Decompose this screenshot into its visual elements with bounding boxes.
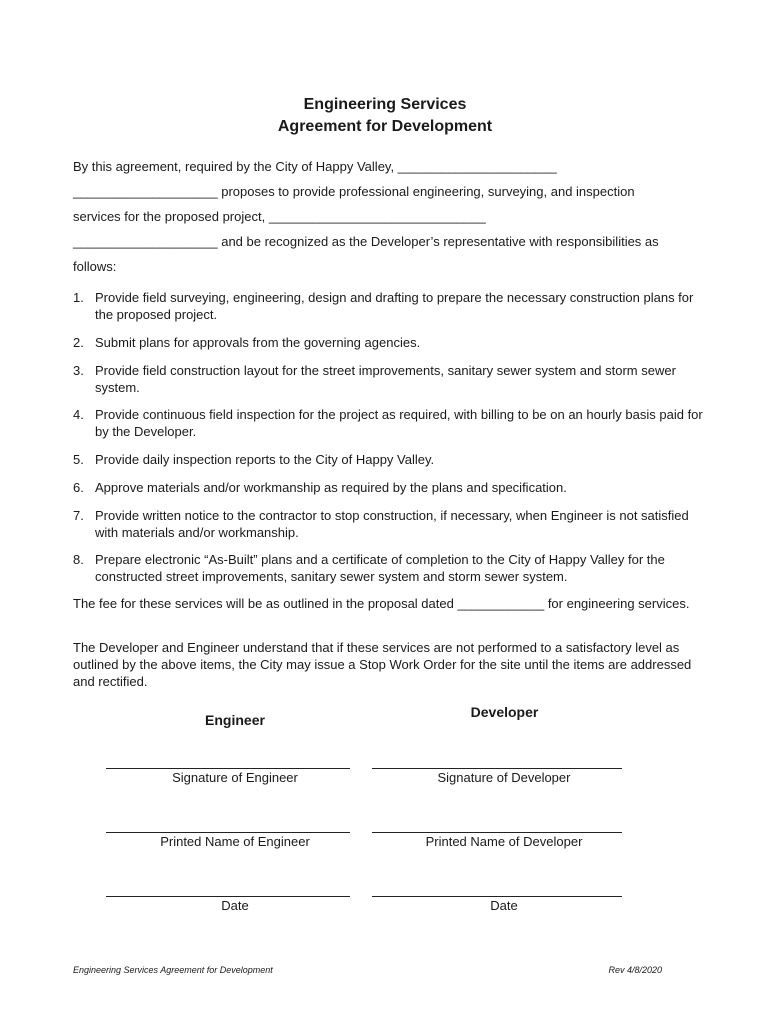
list-item-number: 2. xyxy=(73,335,84,350)
list-item-number: 8. xyxy=(73,552,84,567)
list-item-number: 5. xyxy=(73,452,84,467)
developer-printed-name-line[interactable] xyxy=(372,832,622,833)
engineer-date-caption: Date xyxy=(221,898,249,913)
list-item-text: Provide field construction layout for the street improvements, sanitary sewer system and storm sewer system. xyxy=(95,363,676,395)
engineer-heading: Engineer xyxy=(205,712,265,728)
developer-printed-name-caption: Printed Name of Developer xyxy=(425,834,583,849)
list-item-text: Provide field surveying, engineering, design and drafting to prepare the necessary construction plans for the proposed project. xyxy=(95,290,694,322)
document-title-line-2: Agreement for Development xyxy=(277,118,493,135)
list-item-text: Prepare electronic “As-Built” plans and a certificate of completion to the City of Happy Valley for the constructed street improvements, sanitary sewer system and storm sewer system. xyxy=(95,552,665,584)
developer-date-line[interactable] xyxy=(372,896,622,897)
list-item-text: Approve materials and/or workmanship as required by the plans and specification. xyxy=(95,480,567,495)
list-item-number: 7. xyxy=(73,508,84,523)
stop-work-paragraph: The Developer and Engineer understand that if these services are not performed to a satisfactory level as outlined by the above items, the City may issue a Stop Work Order for the site until the items are addressed and rectified. xyxy=(73,640,692,689)
intro-line-5: follows: xyxy=(73,259,117,274)
engineer-signature-line[interactable] xyxy=(106,768,350,769)
developer-date-caption: Date xyxy=(490,898,518,913)
intro-line-4: ____________________ and be recognized as the Developer’s representative with responsibilities as xyxy=(73,234,659,249)
footer-revision: Rev 4/8/2020 xyxy=(608,965,662,975)
developer-signature-line[interactable] xyxy=(372,768,622,769)
list-item-text: Provide continuous field inspection for the project as required, with billing to be on an hourly basis paid for by the Developer. xyxy=(95,407,703,439)
engineer-printed-name-caption: Printed Name of Engineer xyxy=(160,834,310,849)
list-item-number: 6. xyxy=(73,480,84,495)
document-title-line-1: Engineering Services xyxy=(303,96,467,113)
intro-line-3: services for the proposed project, ______________________________ xyxy=(73,209,486,224)
developer-signature-caption: Signature of Developer xyxy=(437,770,571,785)
list-item-text: Provide written notice to the contractor to stop construction, if necessary, when Engineer is not satisfied with materials and/or workmanship. xyxy=(95,508,689,540)
list-item-text: Provide daily inspection reports to the City of Happy Valley. xyxy=(95,452,435,467)
fee-paragraph: The fee for these services will be as outlined in the proposal dated ____________ for engineering services. xyxy=(73,596,690,611)
list-item-text: Submit plans for approvals from the governing agencies. xyxy=(95,335,421,350)
engineer-printed-name-line[interactable] xyxy=(106,832,350,833)
list-item-number: 4. xyxy=(73,407,84,422)
intro-line-1: By this agreement, required by the City of Happy Valley, ______________________ xyxy=(73,159,557,174)
engineer-signature-caption: Signature of Engineer xyxy=(172,770,298,785)
list-item-number: 3. xyxy=(73,363,84,378)
list-item-number: 1. xyxy=(73,290,84,305)
footer-title: Engineering Services Agreement for Development xyxy=(73,965,273,975)
developer-heading: Developer xyxy=(470,704,539,720)
engineer-date-line[interactable] xyxy=(106,896,350,897)
intro-line-2: ____________________ proposes to provide professional engineering, surveying, and inspection xyxy=(73,184,635,199)
